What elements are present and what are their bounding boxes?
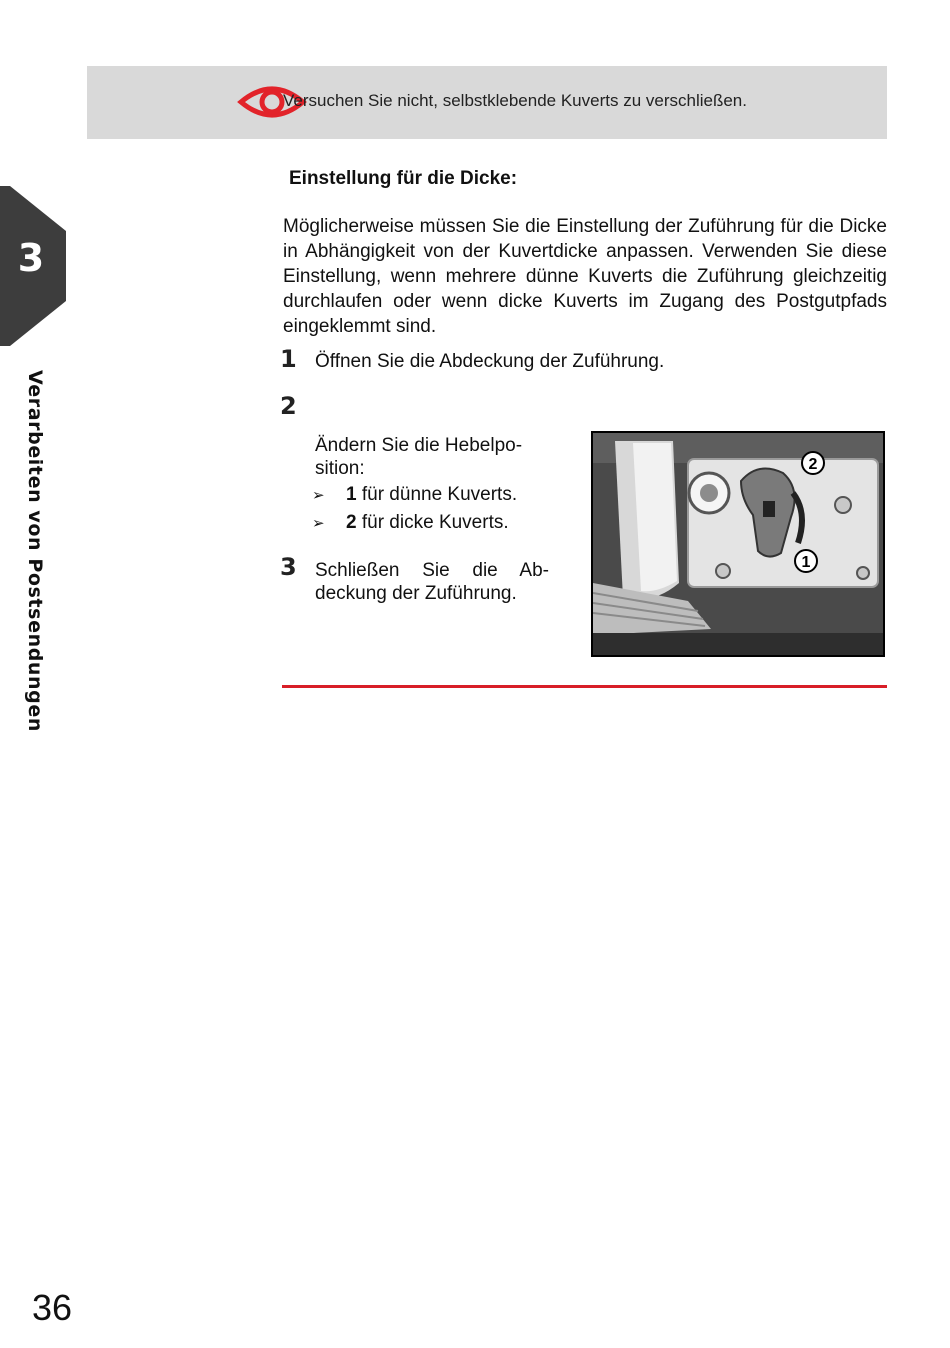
list-item: [312, 512, 509, 534]
bullet-bold: 2: [346, 512, 357, 533]
note-bar: [87, 66, 887, 139]
section-divider: [282, 685, 887, 688]
list-item: [312, 484, 517, 506]
feeder-photo: [591, 431, 885, 657]
step-number: 3: [280, 553, 297, 581]
step-number: 2: [280, 392, 297, 420]
page-number: 36: [32, 1287, 73, 1328]
chapter-number: 3: [17, 236, 45, 280]
bullet-text: für dicke Kuverts.: [356, 512, 509, 533]
chapter-title: Verarbeiten von Postsendungen: [24, 370, 46, 732]
section-heading: Einstellung für die Dicke:: [289, 168, 518, 189]
callout-1-label: 1: [801, 554, 811, 571]
bullet-text: für dünne Kuverts.: [356, 484, 518, 505]
step-text: Schließen Sie die Abdeckung der Zuführung.: [315, 560, 549, 604]
arrow-bullet-icon: ➢: [312, 514, 325, 532]
bullet-bold: 1: [346, 484, 357, 505]
step-number: 1: [280, 345, 297, 373]
callout-2-label: 2: [808, 456, 818, 473]
arrow-bullet-icon: ➢: [312, 486, 325, 504]
note-text: Versuchen Sie nicht, selbstklebende Kuverts zu verschließen.: [283, 91, 747, 110]
intro-paragraph: Möglicherweise müssen Sie die Einstellung der Zuführung für die Dicke in Abhängigkeit von der Kuvertdicke anpassen. Verwenden Sie diese Einstellung, wenn mehrere dünne Kuverts die Zuführung gleichzeitig durchlaufen oder wenn dicke Kuverts im Zugang des Postgutpfads eingeklemmt sind.: [283, 216, 887, 337]
feeder-illustration: [593, 433, 883, 655]
step-text: Ändern Sie die Hebelposition:: [315, 435, 523, 479]
step-text: Öffnen Sie die Abdeckung der Zuführung.: [315, 351, 665, 372]
